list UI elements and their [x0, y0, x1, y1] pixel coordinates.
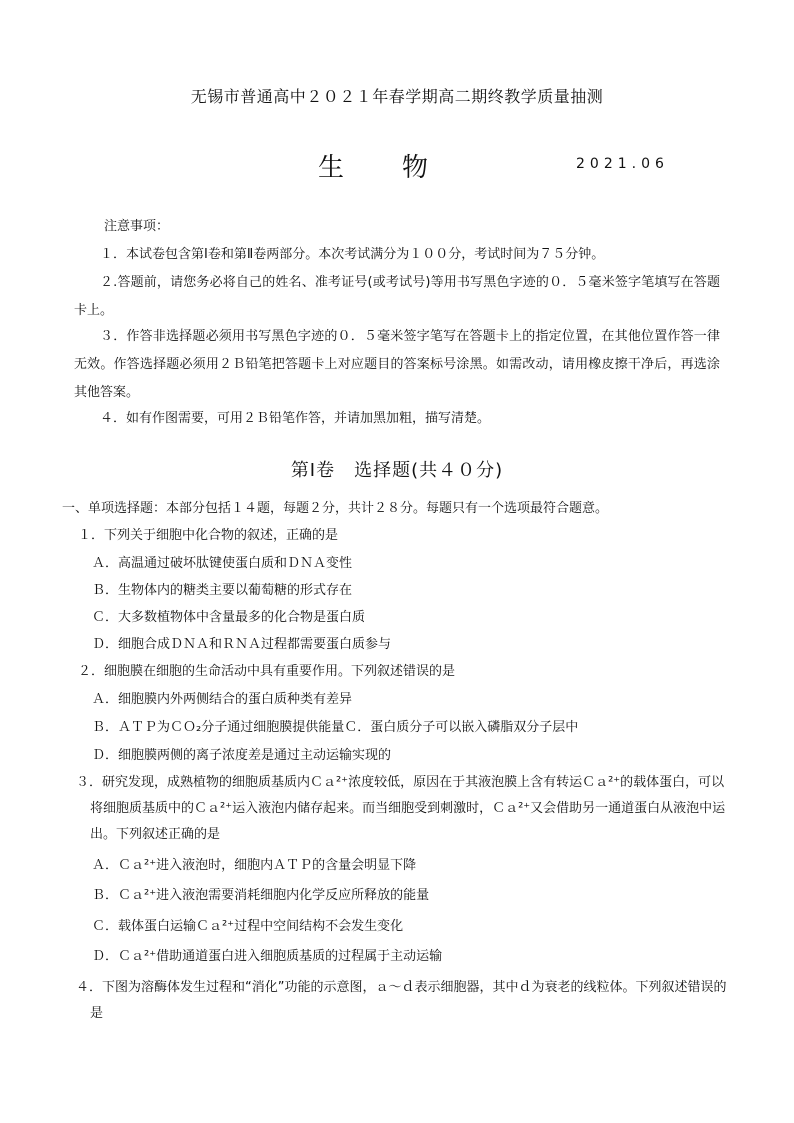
question-stem: ２．细胞膜在细胞的生命活动中具有重要作用。下列叙述错误的是: [78, 664, 456, 679]
subject-title: 生物: [318, 153, 487, 183]
question-option: Ａ．细胞膜内外两侧结合的蛋白质种类有差异: [92, 692, 353, 707]
question-option: Ｂ．Ｃａ²⁺进入液泡需要消耗细胞内化学反应所释放的能量: [92, 888, 430, 903]
question-option: Ｃ．大多数植物体中含量最多的化合物是蛋白质: [92, 610, 366, 625]
note-item: ４．如有作图需要，可用２Ｂ铅笔作答，并请加黑加粗，描写清楚。: [100, 411, 491, 426]
question-option: Ａ．Ｃａ²⁺进入液泡时，细胞内ＡＴＰ的含量会明显下降: [92, 858, 417, 873]
question-stem: ４．下图为溶酶体发生过程和“消化”功能的示意图，ａ～ｄ表示细胞器，其中ｄ为衰老的线粒体。下列叙述错误的是: [76, 980, 727, 1021]
question-option: Ａ．高温通过破坏肽键使蛋白质和ＤＮＡ变性: [92, 556, 353, 571]
question-option: Ｂ．ＡＴＰ为ＣＯ₂分子通过细胞膜提供能量Ｃ．蛋白质分子可以嵌入磷脂双分子层中: [92, 720, 579, 735]
notes-heading: 注意事项：: [104, 219, 170, 234]
note-item: １．本试卷包含第Ⅰ卷和第Ⅱ卷两部分。本次考试满分为１００分，考试时间为７５分钟。: [100, 247, 605, 262]
question-stem: ３．研究发现，成熟植物的细胞质基质内Ｃａ²⁺浓度较低，原因在于其液泡膜上含有转运Ｃａ²⁺的载体蛋白，可以将细胞质基质中的Ｃａ²⁺运入液泡内储存起来。而当细胞受到刺激时，Ｃａ²⁺又会借助另一通道蛋白从液泡中运出。下列叙述正确的是: [76, 775, 726, 842]
question-option: Ｄ．细胞膜两侧的离子浓度差是通过主动运输实现的: [92, 748, 392, 763]
question-option: Ｃ．载体蛋白运输Ｃａ²⁺过程中空间结构不会发生变化: [92, 919, 404, 934]
note-item: ３．作答非选择题必须用书写黑色字迹的０．５毫米签字笔写在答题卡上的指定位置，在其他位置作答一律无效。作答选择题必须用２Ｂ铅笔把答题卡上对应题目的答案标号涂黑。如需改动，请用橡皮擦干净后，再选涂其他答案。: [74, 329, 720, 400]
question-option: Ｄ．Ｃａ²⁺借助通道蛋白进入细胞质基质的过程属于主动运输: [92, 949, 443, 964]
section-title: 第Ⅰ卷 选择题(共４０分): [290, 460, 504, 481]
question-option: Ｂ．生物体内的糖类主要以葡萄糖的形式存在: [92, 583, 353, 598]
exam-date: 2021.06: [576, 156, 669, 172]
document-title: 无锡市普通高中２０２１年春学期高二期终教学质量抽测: [190, 87, 604, 106]
question-stem: １．下列关于细胞中化合物的叙述，正确的是: [78, 528, 339, 543]
question-option: Ｄ．细胞合成ＤＮＡ和ＲＮＡ过程都需要蛋白质参与: [92, 637, 392, 652]
note-item: ２.答题前，请您务必将自己的姓名、准考证号(或考试号)等用书写黑色字迹的０．５毫米签字笔填写在答题卡上。: [74, 275, 720, 318]
section-instruction: 一、单项选择题：本部分包括１４题，每题２分，共计２８分。每题只有一个选项最符合题意。: [62, 501, 609, 516]
